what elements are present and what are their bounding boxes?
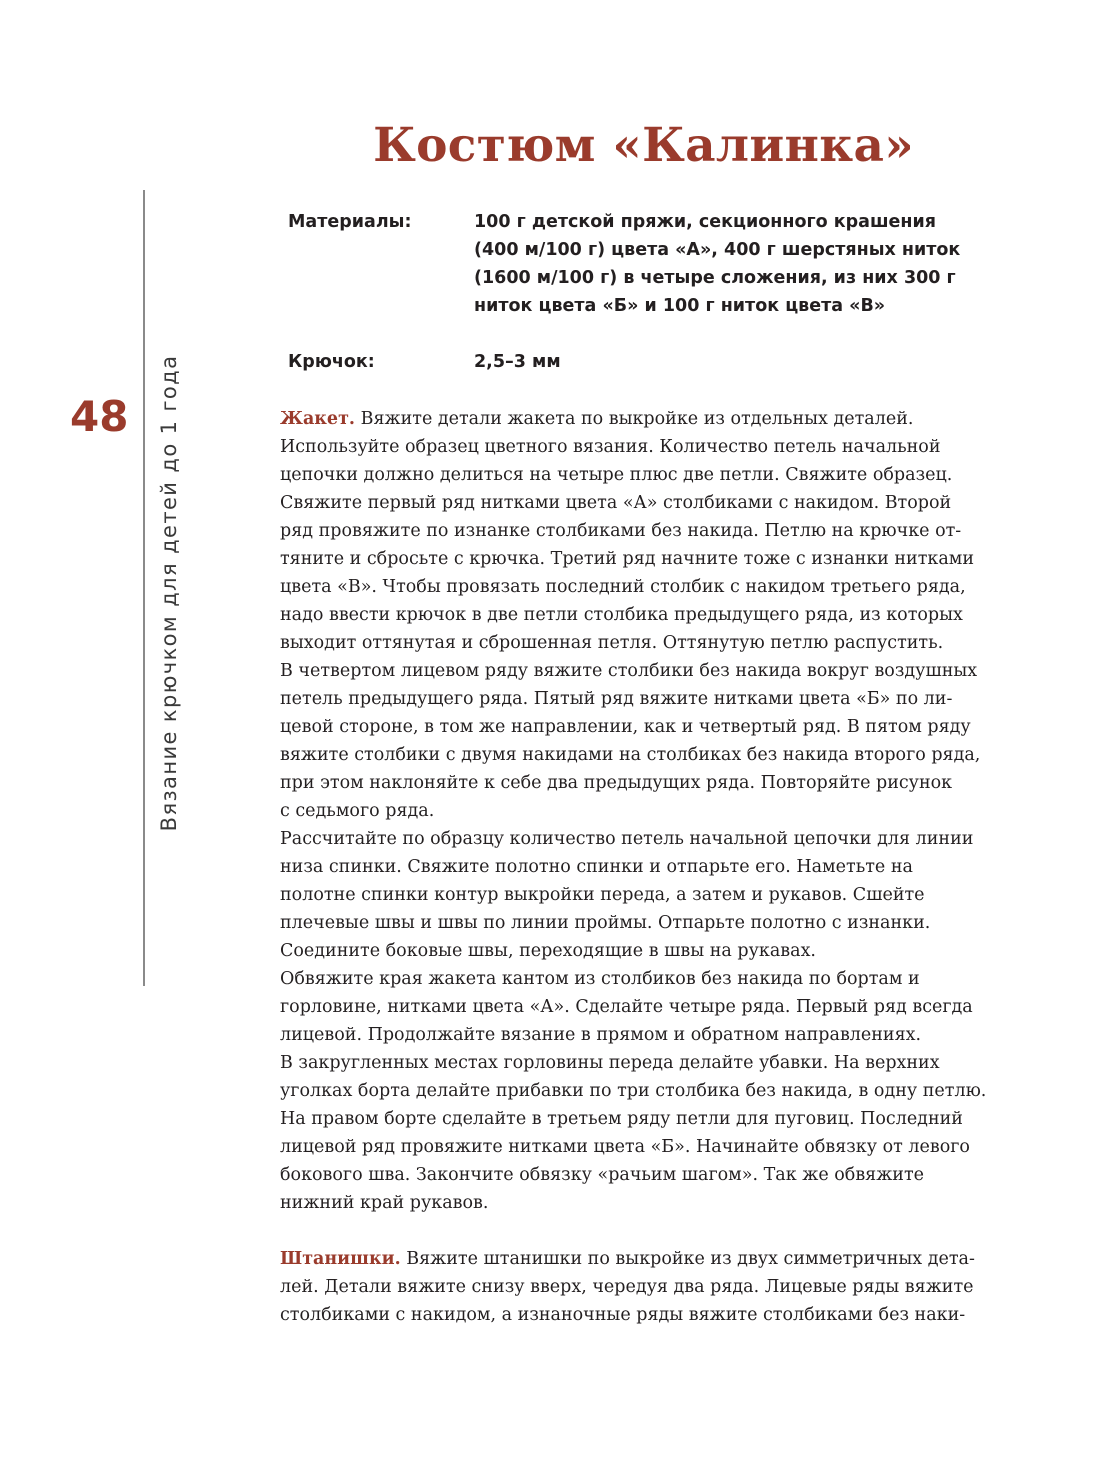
paragraph: Рассчитайте по образцу количество петель начальной цепочки для линии низа спинки. Свяжите полотно спинки и отпарьте его. Наметьте на полотне спинки контур выкройки переда, а затем и рукавов. Сшейте плечевые швы и швы по линии проймы. Отпарьте полотно с изнанки. Соедините боковые швы, переходящие в швы на рукавах. [280,829,974,961]
running-side-title: Вязание крючком для детей до 1 года [157,354,181,832]
paragraph [280,1245,1030,1329]
paragraph-text: Вяжите штанишки по выкройке из двух симметричных дета- лей. Детали вяжите снизу вверх, чередуя два ряда. Лицевые ряды вяжите столбиками с накидом, а изнаночные ряды вяжите столбиками без наки- [280,1249,975,1325]
paragraph-text: Вяжите детали жакета по выкройке из отдельных деталей. Используйте образец цветного вязания. Количество петель начальной цепочки должно делиться на четыре плюс две петли. Свяжите образец. Свяжите первый ряд нитками цвета «А» столбиками с накидом. Второй ряд провяжите по изнанке столбиками без накида. Петлю на крючке от- тяните и сбросьте с крючка. Третий ряд начните тоже с изнанки нитками цвета «В». Чтобы провязать последний столбик с накидом третьего ряда, надо ввести крючок в две петли столбика предыдущего ряда, из которых выходит оттянутая и сброшенная петля. Оттянутую петлю распустить. [280,409,975,653]
paragraph [280,405,1030,657]
page-number: 48 [70,392,129,441]
hook-value: 2,5–3 мм [474,352,561,372]
section-pants [280,1245,1030,1329]
section-lead-jacket: Жакет. [280,409,356,429]
section-lead-pants: Штанишки. [280,1249,401,1269]
section-jacket [280,405,1030,1217]
materials-value: 100 г детской пряжи, секционного крашения (400 м/100 г) цвета «А», 400 г шерстяных ниток (1600 м/100 г) в четыре сложения, из них 300 г ниток цвета «Б» и 100 г ниток цвета «В» [474,212,961,316]
hook-label: Крючок: [288,352,375,372]
page-title: Костюм «Калинка» [373,118,914,173]
side-divider [143,190,145,986]
paragraph: В четвертом лицевом ряду вяжите столбики без накида вокруг воздушных петель предыдущего ряда. Пятый ряд вяжите нитками цвета «Б» по ли- цевой стороне, в том же направлении, как и четвертый ряд. В пятом ряду вяжите столбики с двумя накидами на столбиках без накида второго ряда, при этом наклоняйте к себе два предыдущих ряда. Повторяйте рисунок с седьмого ряда. [280,661,981,821]
materials-label: Материалы: [288,212,412,232]
paragraph: Обвяжите края жакета кантом из столбиков без накида по бортам и горловине, нитками цвета «А». Сделайте четыре ряда. Первый ряд всегда лицевой. Продолжайте вязание в прямом и обратном направлениях. [280,969,973,1045]
paragraph: В закругленных местах горловины переда делайте убавки. На верхних уголках борта делайте прибавки по три столбика без накида, в одну петлю. На правом борте сделайте в третьем ряду петли для пуговиц. Последний лицевой ряд провяжите нитками цвета «Б». Начинайте обвязку от левого бокового шва. Закончите обвязку «рачьим шагом». Так же обвяжите нижний край рукавов. [280,1053,987,1213]
